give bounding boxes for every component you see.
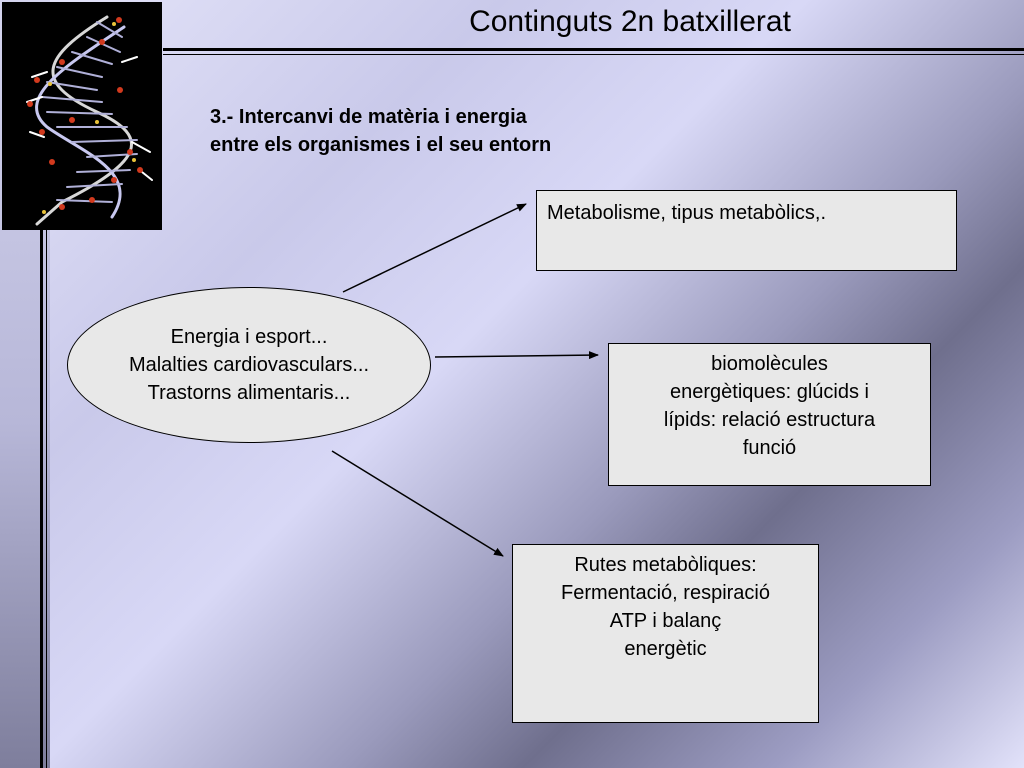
center-topic-ellipse xyxy=(67,287,431,443)
slide-title: Continguts 2n batxillerat xyxy=(469,5,791,38)
frame-horizontal-line-bottom xyxy=(163,54,1024,55)
node-line: lípids: relació estructura xyxy=(663,409,876,431)
dna-molecule-icon xyxy=(2,2,162,230)
node-line: Rutes metabòliques: xyxy=(574,554,757,576)
section-heading xyxy=(210,103,730,159)
frame-horizontal-line-top xyxy=(163,48,1024,51)
node-line: funció xyxy=(742,437,797,459)
center-topic-line: Malalties cardiovasculars... xyxy=(128,354,370,376)
node-box-metabolism xyxy=(536,190,957,271)
heading-line: 3.- Intercanvi de matèria i energia xyxy=(210,106,527,128)
node-line: energètiques: glúcids i xyxy=(669,381,869,403)
node-line: ATP i balanç xyxy=(609,610,722,632)
heading-line: entre els organismes i el seu entorn xyxy=(210,134,552,156)
node-line: energètic xyxy=(624,638,707,660)
node-box-metabolic-routes xyxy=(512,544,819,723)
node-line: biomolècules xyxy=(711,353,828,375)
center-topic-line: Energia i esport... xyxy=(170,326,328,348)
node-line: Fermentació, respiració xyxy=(561,582,770,604)
edge-to-node-3 xyxy=(332,451,503,556)
center-topic-line: Trastorns alimentaris... xyxy=(147,382,351,404)
edge-to-node-2 xyxy=(435,355,598,357)
dna-logo xyxy=(2,2,162,230)
node-box-biomolecules xyxy=(608,343,931,486)
frame-vertical-line-thick xyxy=(40,230,43,768)
frame-vertical-line-thin xyxy=(46,230,47,768)
edge-to-node-1 xyxy=(343,204,526,292)
node-line: Metabolisme, tipus metabòlics,. xyxy=(547,202,827,224)
